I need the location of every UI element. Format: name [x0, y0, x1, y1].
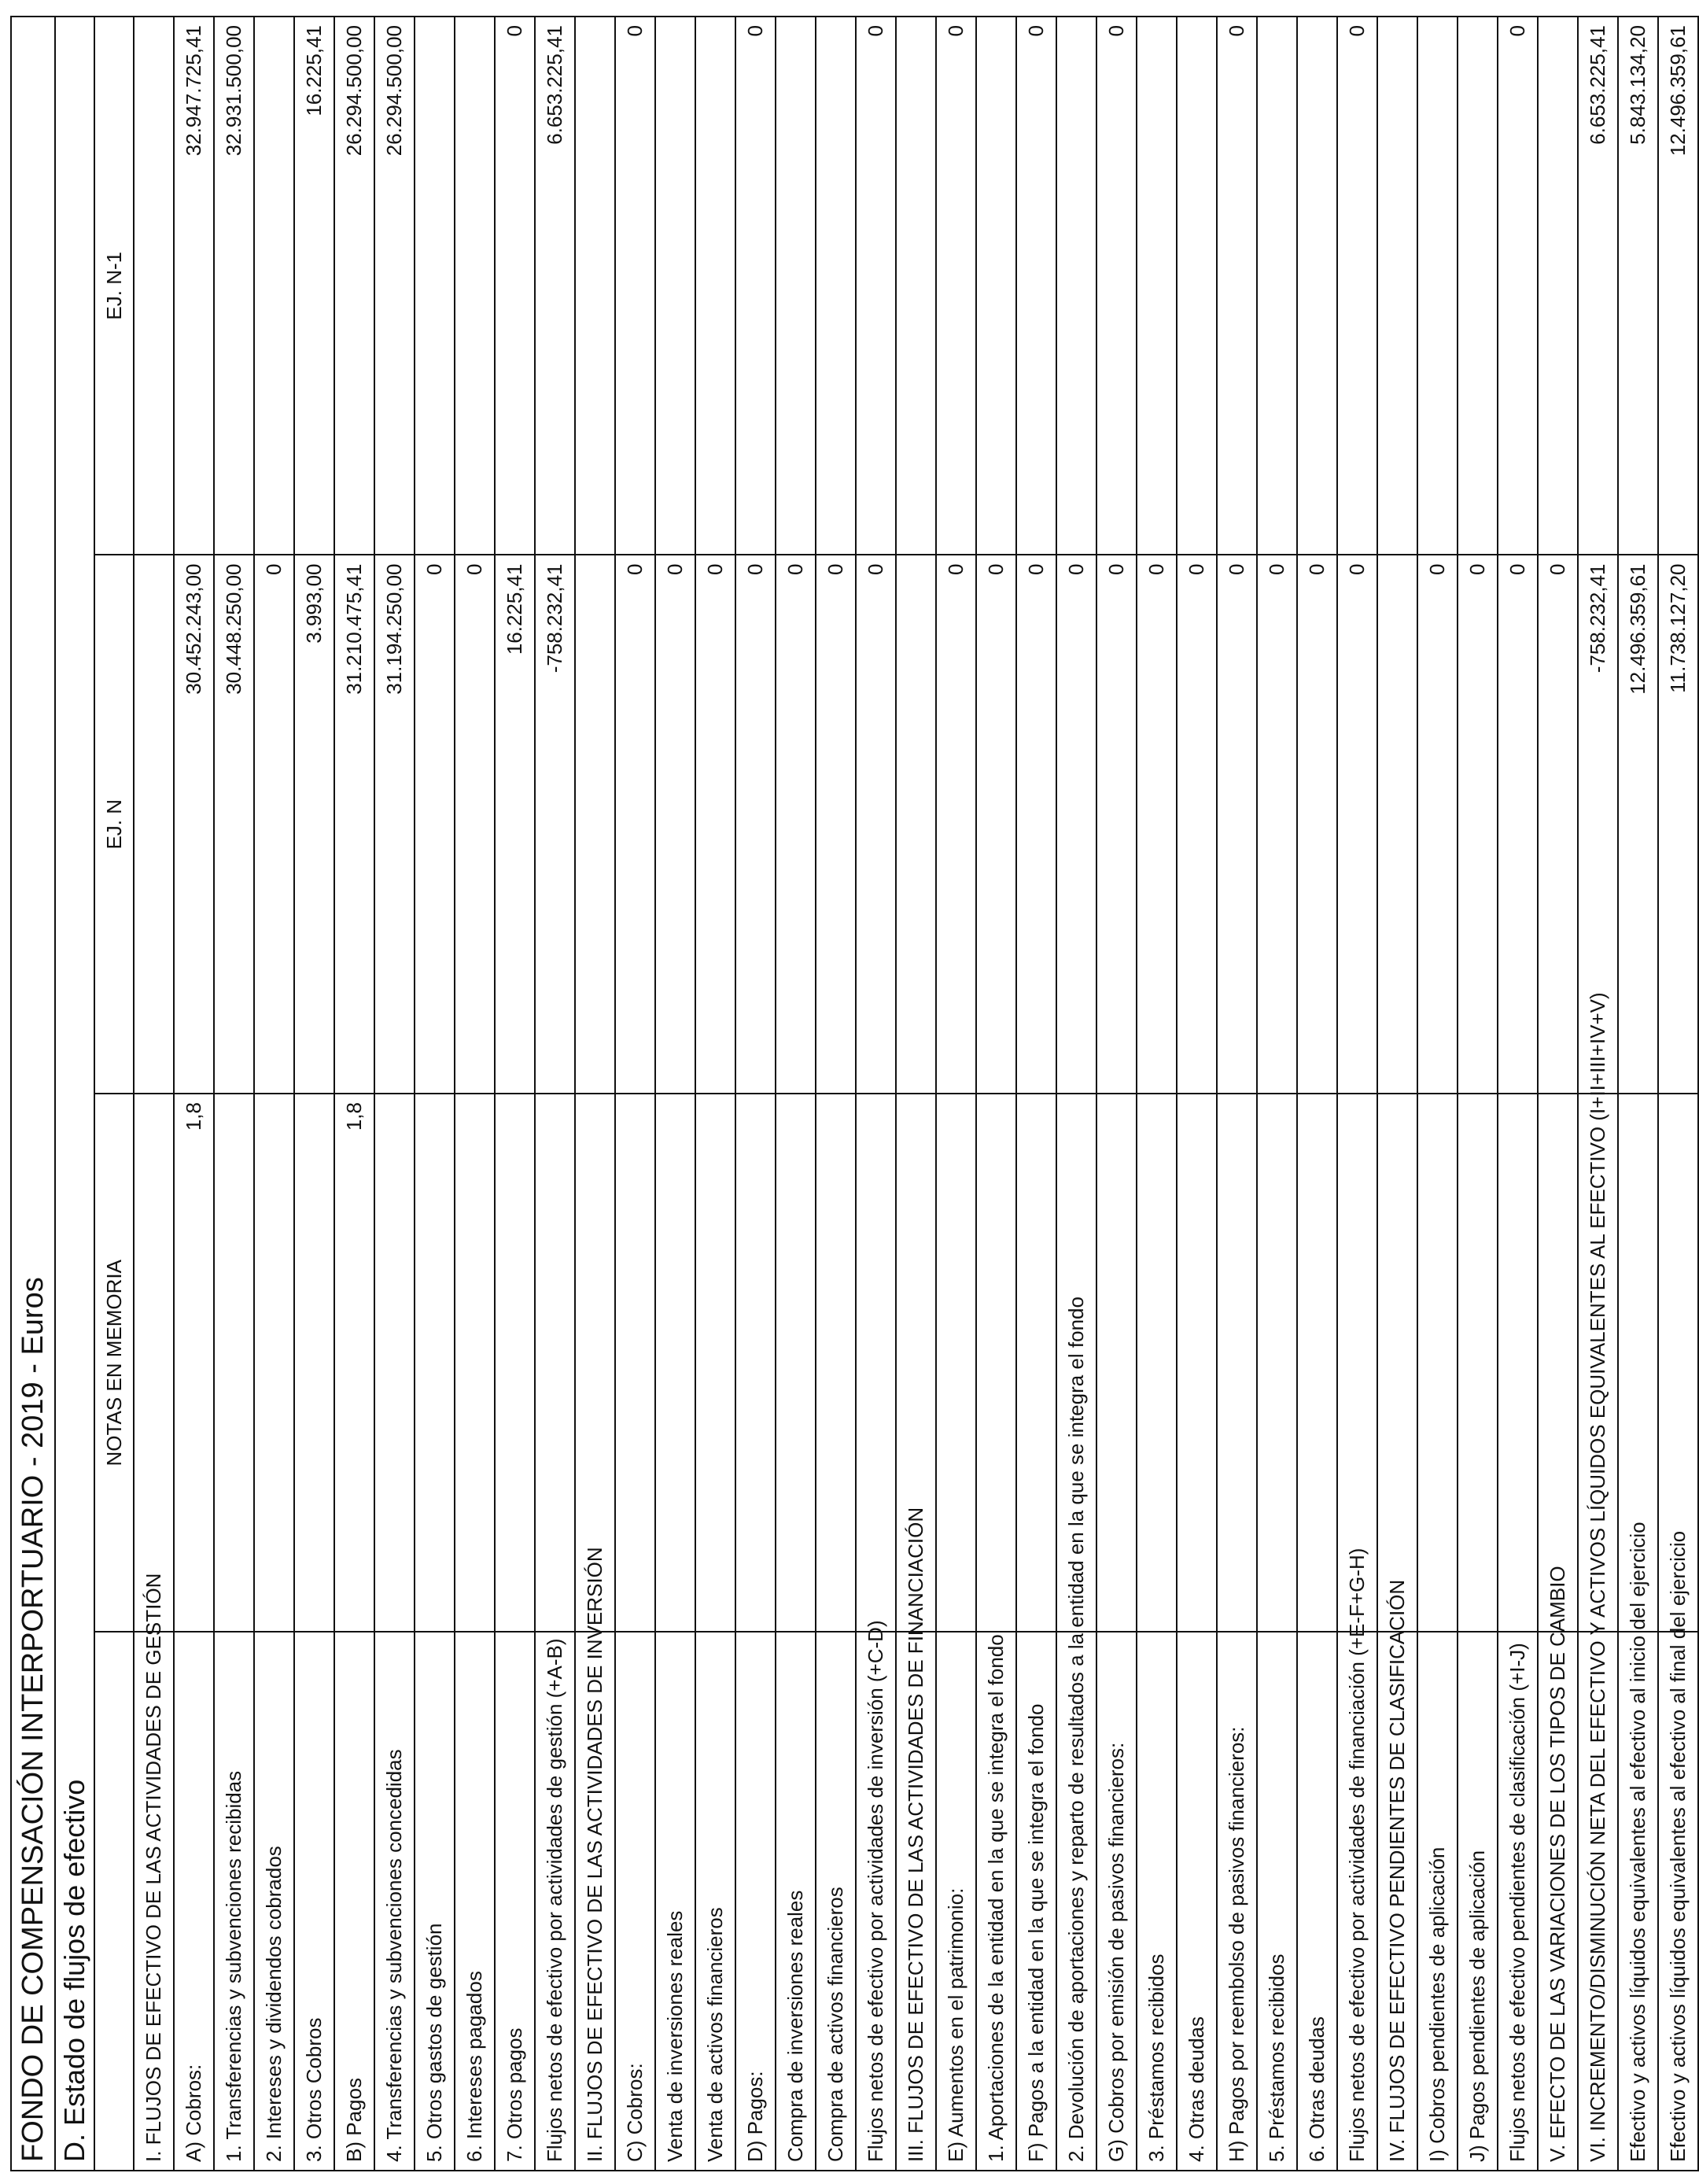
row-previous-value	[655, 17, 695, 555]
row-current-value: 0	[1458, 555, 1498, 1094]
table-row	[1377, 17, 1417, 2171]
row-current-value: 0	[1217, 555, 1257, 1094]
row-current-value: 16.225,41	[495, 555, 535, 1094]
row-notes	[695, 1094, 735, 1632]
row-previous-value: 12.496.359,61	[1658, 17, 1698, 555]
row-current-value: 0	[1177, 555, 1217, 1094]
row-current-value	[1377, 555, 1417, 1094]
row-notes	[294, 1094, 334, 1632]
table-row	[575, 17, 615, 2171]
row-current-value: 0	[1337, 555, 1377, 1094]
row-notes	[615, 1094, 655, 1632]
row-notes	[976, 1094, 1016, 1632]
row-label: Efectivo y activos líquidos equivalentes al efectivo al final del ejercicio	[1658, 1632, 1698, 2171]
row-current-value: 31.210.475,41	[334, 555, 374, 1094]
row-current-value: 0	[856, 555, 896, 1094]
table-row	[134, 17, 174, 2171]
row-current-value: 0	[455, 555, 495, 1094]
row-label: VI. INCREMENTO/DISMINUCIÓN NETA DEL EFECTIVO Y ACTIVOS LÍQUIDOS EQUIVALENTES AL EFECTIVO (I+II+III+IV+V)	[1578, 1632, 1618, 2171]
row-previous-value: 0	[735, 17, 776, 555]
row-notes: 1,8	[334, 1094, 374, 1632]
row-previous-value	[976, 17, 1016, 555]
row-label: 5. Otros gastos de gestión	[415, 1632, 455, 2171]
row-previous-value: 26.294.500,00	[374, 17, 415, 555]
row-label: Flujos netos de efectivo pendientes de clasificación (+I-J)	[1498, 1632, 1538, 2171]
row-notes	[415, 1094, 455, 1632]
row-notes	[1498, 1094, 1538, 1632]
row-current-value: 0	[1137, 555, 1177, 1094]
table-row	[816, 17, 856, 2171]
cash-flow-table	[10, 16, 1699, 2171]
row-current-value: 0	[1417, 555, 1458, 1094]
table-row	[455, 17, 495, 2171]
row-label: G) Cobros por emisión de pasivos financieros:	[1096, 1632, 1137, 2171]
row-previous-value: 0	[1217, 17, 1257, 555]
row-label: 2. Intereses y dividendos cobrados	[254, 1632, 294, 2171]
row-notes	[1217, 1094, 1257, 1632]
row-label: 6. Intereses pagados	[455, 1632, 495, 2171]
table-row	[896, 17, 936, 2171]
row-previous-value	[1137, 17, 1177, 555]
row-previous-value	[415, 17, 455, 555]
row-previous-value	[1417, 17, 1458, 555]
row-notes	[1177, 1094, 1217, 1632]
row-previous-value: 6.653.225,41	[535, 17, 575, 555]
label-column-header	[94, 1632, 134, 2171]
row-label: V. EFECTO DE LAS VARIACIONES DE LOS TIPOS DE CAMBIO	[1538, 1632, 1578, 2171]
row-notes	[735, 1094, 776, 1632]
row-notes	[1016, 1094, 1056, 1632]
row-label: Compra de activos financieros	[816, 1632, 856, 2171]
row-current-value: 0	[1538, 555, 1578, 1094]
row-label: D) Pagos:	[735, 1632, 776, 2171]
row-current-value: 0	[776, 555, 816, 1094]
row-label: J) Pagos pendientes de aplicación	[1458, 1632, 1498, 2171]
row-notes	[856, 1094, 896, 1632]
row-notes	[816, 1094, 856, 1632]
row-label: 5. Préstamos recibidos	[1257, 1632, 1297, 2171]
table-row	[1458, 17, 1498, 2171]
row-current-value: 0	[1056, 555, 1096, 1094]
table-row	[856, 17, 896, 2171]
row-label: 4. Otras deudas	[1177, 1632, 1217, 2171]
row-label: II. FLUJOS DE EFECTIVO DE LAS ACTIVIDADES DE INVERSIÓN	[575, 1632, 615, 2171]
row-label: Compra de inversiones reales	[776, 1632, 816, 2171]
row-label: 1. Transferencias y subvenciones recibidas	[214, 1632, 254, 2171]
row-previous-value	[134, 17, 174, 555]
row-label: H) Pagos por reembolso de pasivos financieros:	[1217, 1632, 1257, 2171]
table-row	[174, 17, 214, 2171]
row-previous-value	[896, 17, 936, 555]
table-row	[415, 17, 455, 2171]
row-current-value: 0	[1257, 555, 1297, 1094]
table-row	[615, 17, 655, 2171]
notes-column-header: NOTAS EN MEMORIA	[94, 1094, 134, 1632]
row-current-value: 0	[695, 555, 735, 1094]
row-notes	[1297, 1094, 1337, 1632]
row-current-value: -758.232,41	[1578, 555, 1618, 1094]
table-row	[735, 17, 776, 2171]
table-row	[1177, 17, 1217, 2171]
row-current-value: 0	[936, 555, 976, 1094]
title-row	[11, 17, 55, 2171]
row-previous-value: 32.931.500,00	[214, 17, 254, 555]
rotated-sheet	[10, 16, 1690, 2171]
row-label: IV. FLUJOS DE EFECTIVO PENDIENTES DE CLASIFICACIÓN	[1377, 1632, 1417, 2171]
row-current-value: 0	[415, 555, 455, 1094]
row-current-value: 12.496.359,61	[1618, 555, 1658, 1094]
row-label: Venta de activos financieros	[695, 1632, 735, 2171]
table-row	[1578, 17, 1618, 2171]
row-previous-value: 0	[1337, 17, 1377, 555]
row-label: 2. Devolución de aportaciones y reparto de resultados a la entidad en la que se integra el fondo	[1056, 1632, 1096, 2171]
row-previous-value: 26.294.500,00	[334, 17, 374, 555]
row-current-value: 11.738.127,20	[1658, 555, 1698, 1094]
row-label: 4. Transferencias y subvenciones concedidas	[374, 1632, 415, 2171]
row-label: Flujos netos de efectivo por actividades de gestión (+A-B)	[535, 1632, 575, 2171]
row-label: Flujos netos de efectivo por actividades de inversión (+C-D)	[856, 1632, 896, 2171]
row-previous-value: 0	[1498, 17, 1538, 555]
row-notes	[254, 1094, 294, 1632]
table-row	[334, 17, 374, 2171]
row-previous-value	[254, 17, 294, 555]
table-row	[1096, 17, 1137, 2171]
row-previous-value: 5.843.134,20	[1618, 17, 1658, 555]
row-label: Flujos netos de efectivo por actividades de financiación (+E-F+G-H)	[1337, 1632, 1377, 2171]
row-label: 1. Aportaciones de la entidad en la que se integra el fondo	[976, 1632, 1016, 2171]
table-row	[776, 17, 816, 2171]
table-row	[1257, 17, 1297, 2171]
row-current-value: 0	[1096, 555, 1137, 1094]
row-current-value: 30.448.250,00	[214, 555, 254, 1094]
row-label: 3. Préstamos recibidos	[1137, 1632, 1177, 2171]
document-title: FONDO DE COMPENSACIÓN INTERPORTUARIO - 2019 - Euros	[11, 17, 55, 2171]
row-label: 7. Otros pagos	[495, 1632, 535, 2171]
row-notes	[1538, 1094, 1578, 1632]
row-label: A) Cobros:	[174, 1632, 214, 2171]
table-row	[936, 17, 976, 2171]
row-current-value: 0	[655, 555, 695, 1094]
row-previous-value: 0	[615, 17, 655, 555]
row-current-value: 0	[1498, 555, 1538, 1094]
row-current-value	[134, 555, 174, 1094]
table-row	[976, 17, 1016, 2171]
subtitle-row	[55, 17, 94, 2171]
table-row	[1538, 17, 1578, 2171]
table-row	[655, 17, 695, 2171]
row-notes	[1257, 1094, 1297, 1632]
row-previous-value	[695, 17, 735, 555]
row-notes	[374, 1094, 415, 1632]
row-current-value: 0	[615, 555, 655, 1094]
row-notes	[134, 1094, 174, 1632]
row-notes	[936, 1094, 976, 1632]
row-label: 6. Otras deudas	[1297, 1632, 1337, 2171]
row-label: E) Aumentos en el patrimonio:	[936, 1632, 976, 2171]
row-label: B) Pagos	[334, 1632, 374, 2171]
row-previous-value	[1257, 17, 1297, 555]
row-notes	[655, 1094, 695, 1632]
row-current-value	[896, 555, 936, 1094]
row-current-value: 3.993,00	[294, 555, 334, 1094]
row-notes	[1458, 1094, 1498, 1632]
row-previous-value: 16.225,41	[294, 17, 334, 555]
row-label: III. FLUJOS DE EFECTIVO DE LAS ACTIVIDADES DE FINANCIACIÓN	[896, 1632, 936, 2171]
row-current-value	[575, 555, 615, 1094]
row-current-value: -758.232,41	[535, 555, 575, 1094]
table-row	[1016, 17, 1056, 2171]
row-previous-value: 0	[495, 17, 535, 555]
row-current-value: 0	[735, 555, 776, 1094]
row-label: F) Pagos a la entidad en la que se integra el fondo	[1016, 1632, 1056, 2171]
table-row	[535, 17, 575, 2171]
row-notes	[776, 1094, 816, 1632]
row-label: I) Cobros pendientes de aplicación	[1417, 1632, 1458, 2171]
row-previous-value	[1297, 17, 1337, 555]
row-notes	[535, 1094, 575, 1632]
row-current-value: 0	[976, 555, 1016, 1094]
table-row	[1137, 17, 1177, 2171]
table-row	[1337, 17, 1377, 2171]
row-previous-value	[455, 17, 495, 555]
table-row	[1618, 17, 1658, 2171]
table-row	[495, 17, 535, 2171]
row-notes	[214, 1094, 254, 1632]
table-row	[1658, 17, 1698, 2171]
row-label: Efectivo y activos líquidos equivalentes al efectivo al inicio del ejercicio	[1618, 1632, 1658, 2171]
table-row	[1056, 17, 1096, 2171]
row-previous-value: 6.653.225,41	[1578, 17, 1618, 555]
table-row	[294, 17, 334, 2171]
row-previous-value	[1538, 17, 1578, 555]
row-previous-value	[575, 17, 615, 555]
table-row	[695, 17, 735, 2171]
row-current-value: 0	[254, 555, 294, 1094]
column-header-row	[94, 17, 134, 2171]
row-previous-value	[816, 17, 856, 555]
row-label: 3. Otros Cobros	[294, 1632, 334, 2171]
table-row	[374, 17, 415, 2171]
row-current-value: 0	[1016, 555, 1056, 1094]
row-notes	[1377, 1094, 1417, 1632]
table-row	[1297, 17, 1337, 2171]
row-notes	[1137, 1094, 1177, 1632]
row-previous-value: 0	[1096, 17, 1137, 555]
document-subtitle: D. Estado de flujos de efectivo	[55, 17, 94, 2171]
row-previous-value: 0	[936, 17, 976, 555]
previous-year-column-header: EJ. N-1	[94, 17, 134, 555]
table-row	[1417, 17, 1458, 2171]
row-previous-value	[1377, 17, 1417, 555]
row-notes	[455, 1094, 495, 1632]
row-previous-value: 0	[856, 17, 896, 555]
table-row	[254, 17, 294, 2171]
row-previous-value	[776, 17, 816, 555]
row-label: Venta de inversiones reales	[655, 1632, 695, 2171]
table-row	[214, 17, 254, 2171]
row-current-value: 0	[816, 555, 856, 1094]
row-notes	[1096, 1094, 1137, 1632]
row-notes: 1,8	[174, 1094, 214, 1632]
row-previous-value	[1458, 17, 1498, 555]
row-previous-value	[1177, 17, 1217, 555]
row-label: I. FLUJOS DE EFECTIVO DE LAS ACTIVIDADES DE GESTIÓN	[134, 1632, 174, 2171]
row-previous-value: 0	[1016, 17, 1056, 555]
row-previous-value: 32.947.725,41	[174, 17, 214, 555]
row-current-value: 31.194.250,00	[374, 555, 415, 1094]
row-label: C) Cobros:	[615, 1632, 655, 2171]
table-row	[1217, 17, 1257, 2171]
row-current-value: 0	[1297, 555, 1337, 1094]
row-notes	[1417, 1094, 1458, 1632]
row-previous-value	[1056, 17, 1096, 555]
row-current-value: 30.452.243,00	[174, 555, 214, 1094]
table-row	[1498, 17, 1538, 2171]
row-notes	[495, 1094, 535, 1632]
current-year-column-header: EJ. N	[94, 555, 134, 1094]
